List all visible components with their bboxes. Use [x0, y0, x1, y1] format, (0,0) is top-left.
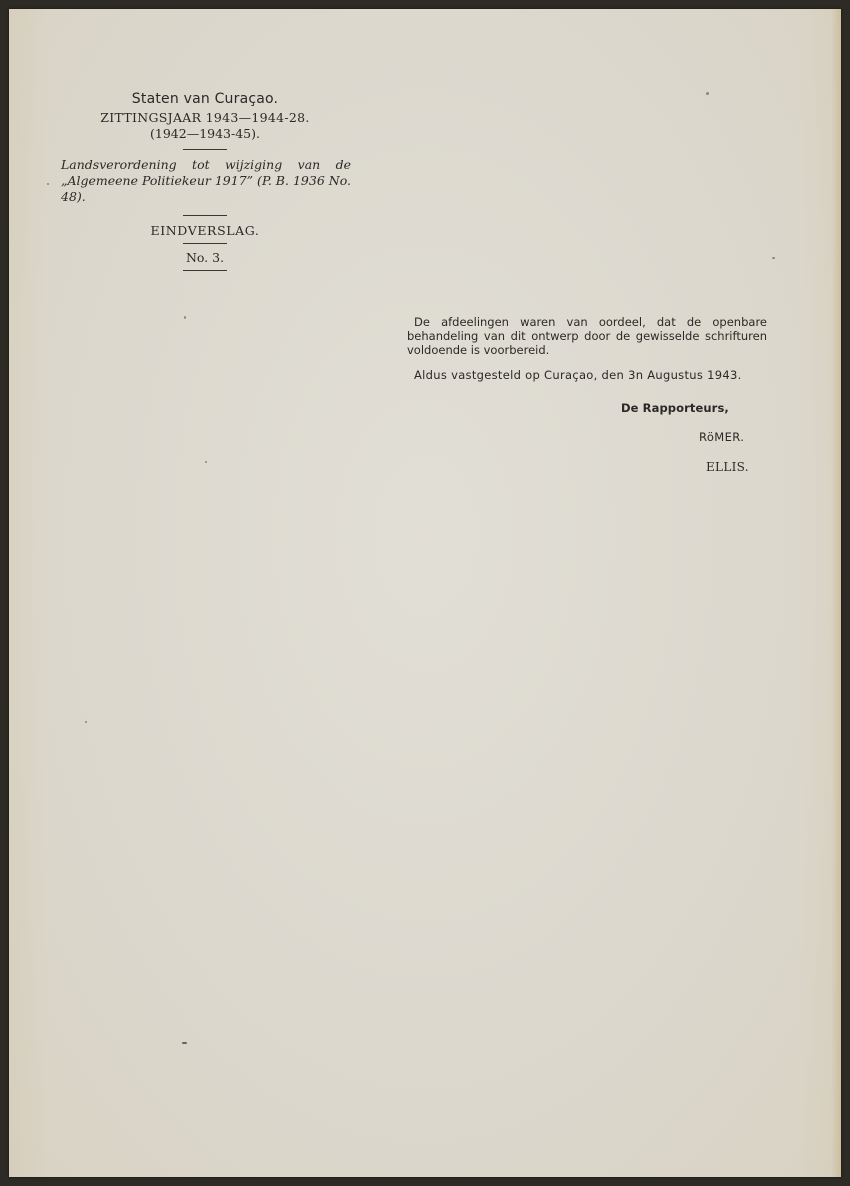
rapporteurs-heading: De Rapporteurs,: [621, 401, 729, 415]
rapporteur-name-romer: RöMER.: [699, 430, 745, 444]
document-title: Staten van Curaçao.: [131, 91, 279, 107]
report-paragraph: De afdeelingen waren van oordeel, dat de openbare behandeling van dit ontwerp door de gewisselde schrifturen voldoende is voorbereid.: [407, 315, 767, 357]
paper-edge-shading: [831, 9, 841, 1177]
rapporteur-name-ellis: ELLIS.: [706, 460, 749, 474]
paper-speck: [706, 92, 709, 95]
report-number: No. 3.: [185, 250, 225, 265]
paper-speck: [47, 183, 49, 185]
ordinance-subject: Landsverordening tot wijziging van de „Algemeene Politiekeur 1917” (P. B. 1936 No. 48).: [61, 157, 351, 204]
divider-rule: [183, 270, 227, 271]
paper-speck: [85, 721, 87, 723]
paper-speck: [772, 257, 775, 259]
divider-rule: [183, 149, 227, 150]
report-body: [407, 315, 767, 382]
session-year: ZITTINGSJAAR 1943—1944-28.: [100, 110, 310, 125]
paper-speck: [182, 1042, 187, 1044]
document-page: [9, 9, 841, 1177]
report-type: EINDVERSLAG.: [150, 223, 260, 238]
paper-speck: [184, 316, 186, 319]
divider-rule: [183, 215, 227, 216]
divider-rule: [183, 243, 227, 244]
document-header: [59, 91, 351, 271]
paper-speck: [205, 461, 207, 463]
adoption-statement: Aldus vastgesteld op Curaçao, den 3n Augustus 1943.: [414, 368, 742, 382]
session-years: (1942—1943-45).: [150, 126, 260, 141]
